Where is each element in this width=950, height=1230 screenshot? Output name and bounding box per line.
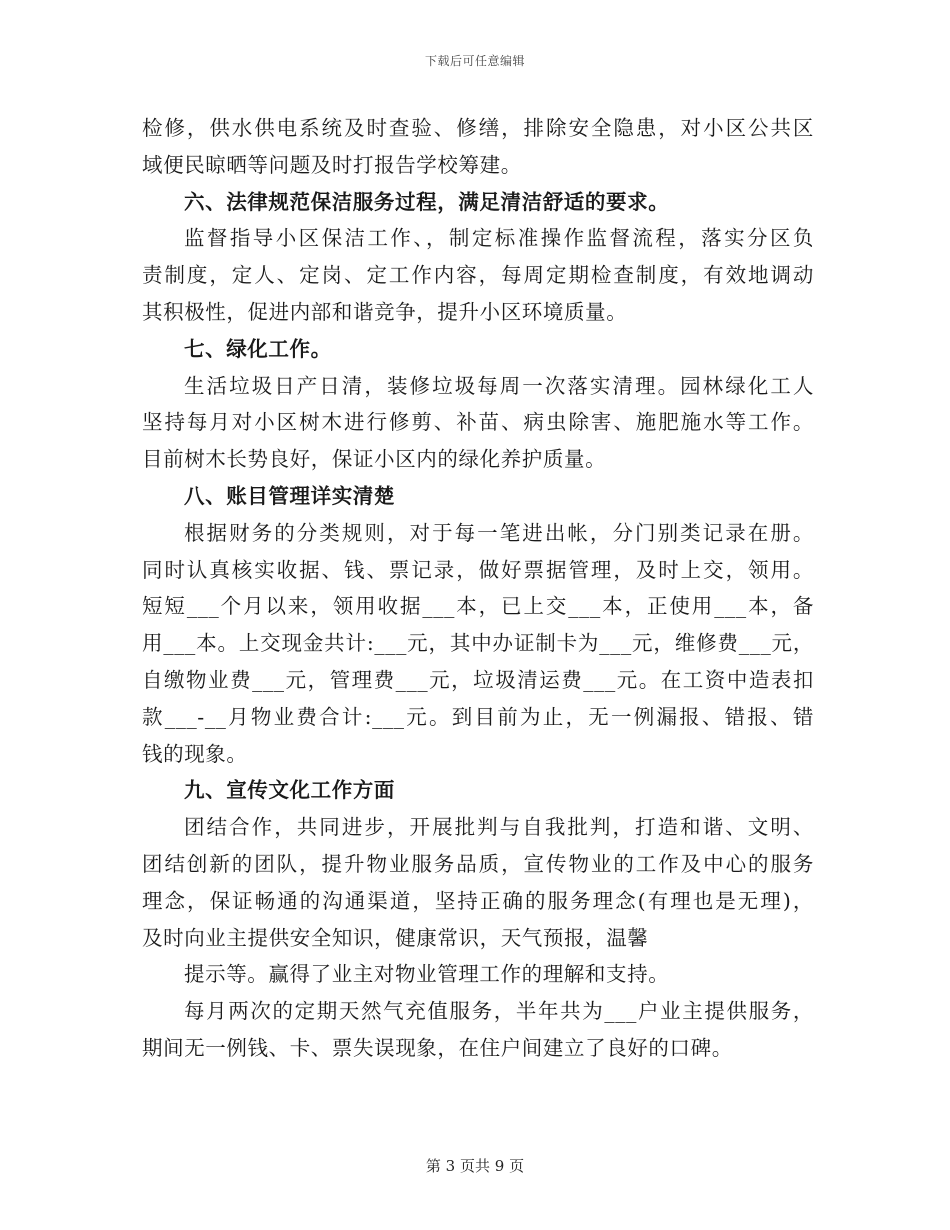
paragraph-line: 及时向业主提供安全知识，健康常识，天气预报，温馨: [142, 925, 649, 950]
paragraph-line: 团结合作，共同进步，开展批判与自我批判，打造和谐、文明、: [184, 815, 814, 840]
paragraph-line: 其积极性，促进内部和谐竞争，提升小区环境质量。: [142, 299, 628, 324]
paragraph-line: 短短___个月以来，领用收据___本，已上交___本，正使用___本，备: [142, 594, 814, 619]
paragraph-line: 用___本。上交现金共计:___元，其中办证制卡为___元，维修费___元，: [142, 631, 814, 656]
section-heading: 八、账目管理详实清楚: [184, 483, 395, 508]
paragraph-line: 提示等。赢得了业主对物业管理工作的理解和支持。: [184, 962, 670, 987]
document-body: [142, 110, 814, 1067]
paragraph-line: 责制度，定人、定岗、定工作内容，每周定期检查制度，有效地调动: [142, 263, 814, 288]
paragraph-line: 监督指导小区保洁工作、，制定标准操作监督流程，落实分区负: [184, 226, 814, 251]
paragraph-line: 生活垃圾日产日清，装修垃圾每周一次落实清理。园林绿化工人: [184, 373, 814, 398]
section-heading: 七、绿化工作。: [184, 336, 332, 361]
paragraph-line: 理念，保证畅通的沟通渠道，坚持正确的服务理念(有理也是无理)，: [142, 888, 814, 913]
paragraph-line: 款___-__月物业费合计:___元。到目前为止，无一例漏报、错报、错: [142, 704, 814, 729]
paragraph-line: 目前树木长势良好，保证小区内的绿化养护质量。: [142, 447, 607, 472]
paragraph-line: 自缴物业费___元，管理费___元，垃圾清运费___元。在工资中造表扣: [142, 667, 814, 692]
paragraph-line: 钱的现象。: [142, 741, 248, 766]
paragraph-line: 域便民晾晒等问题及时打报告学校筹建。: [142, 152, 522, 177]
paragraph-line: 坚持每月对小区树木进行修剪、补苗、病虫除害、施肥施水等工作。: [142, 410, 814, 435]
paragraph-line: 同时认真核实收据、钱、票记录，做好票据管理，及时上交，领用。: [142, 557, 814, 582]
section-heading: 六、法律规范保洁服务过程，满足清洁舒适的要求。: [184, 189, 670, 214]
page-header: 下载后可任意编辑: [424, 54, 525, 68]
paragraph-line: 检修，供水供电系统及时查验、修缮，排除安全隐患，对小区公共区: [142, 116, 814, 140]
paragraph-line: 每月两次的定期天然气充值服务，半年共为___户业主提供服务，: [184, 999, 814, 1024]
paragraph-line: 团结创新的团队，提升物业服务品质，宣传物业的工作及中心的服务: [142, 851, 814, 876]
section-heading: 九、宣传文化工作方面: [184, 778, 395, 803]
page-footer: 第 3 页共 9 页: [425, 1157, 525, 1175]
paragraph-line: 根据财务的分类规则，对于每一笔进出帐，分门别类记录在册。: [184, 520, 814, 545]
paragraph-line: 期间无一例钱、卡、票失误现象，在住户间建立了良好的口碑。: [142, 1035, 733, 1060]
